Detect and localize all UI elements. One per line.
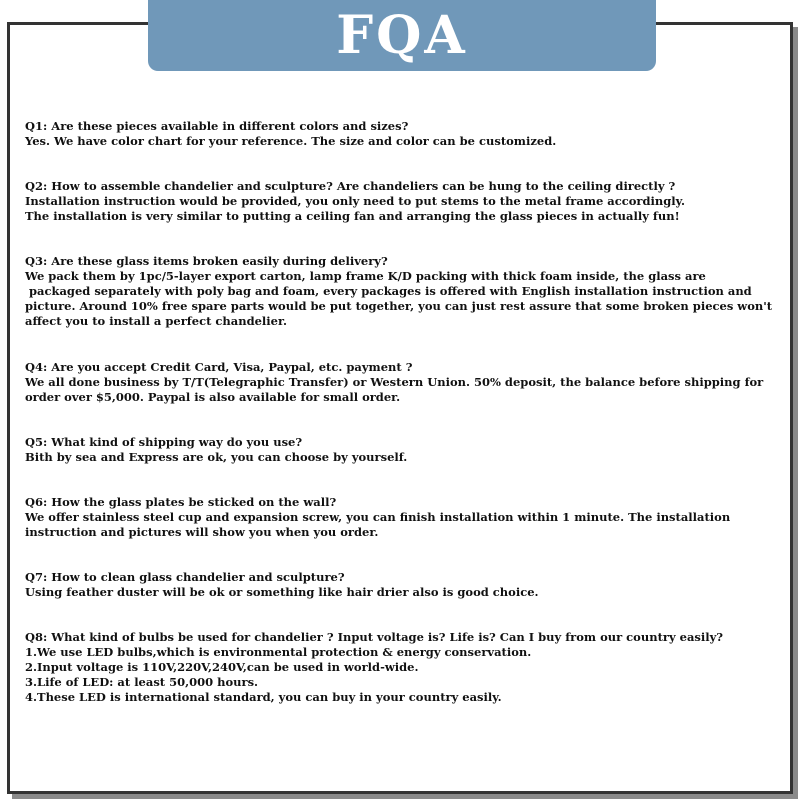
faq-question: Q3: Are these glass items broken easily during delivery?: [25, 254, 388, 268]
faq-item-q5: [25, 435, 785, 465]
faq-answer-line: 2.Input voltage is 110V,220V,240V,can be used in world-wide.: [25, 660, 419, 674]
page-title: FQA: [336, 4, 468, 66]
faq-answer-line: Yes. We have color chart for your reference. The size and color can be customized.: [25, 134, 557, 148]
faq-question: Q6: How the glass plates be sticked on the wall?: [25, 495, 337, 509]
faq-answer-line: packaged separately with poly bag and foam, every packages is offered with English installation instruction and: [25, 284, 752, 298]
faq-answer-line: 3.Life of LED: at least 50,000 hours.: [25, 675, 259, 689]
faq-answer-line: Using feather duster will be ok or something like hair drier also is good choice.: [25, 585, 539, 599]
faq-answer-line: We pack them by 1pc/5-layer export carton, lamp frame K/D packing with thick foam inside, the glass are: [25, 269, 706, 283]
faq-answer-line: Bith by sea and Express are ok, you can choose by yourself.: [25, 450, 408, 464]
faq-item-q3: [25, 254, 785, 329]
faq-question: Q1: Are these pieces available in different colors and sizes?: [25, 119, 409, 133]
faq-item-q6: [25, 495, 785, 540]
faq-item-q4: [25, 360, 785, 405]
faq-question: Q5: What kind of shipping way do you use?: [25, 435, 303, 449]
faq-item-q7: [25, 570, 785, 600]
faq-item-q1: [25, 119, 785, 149]
faq-question: Q8: What kind of bulbs be used for chandelier ? Input voltage is? Life is? Can I buy from our country easily?: [25, 630, 724, 644]
title-banner: [148, 0, 656, 71]
faq-answer-line: The installation is very similar to putting a ceiling fan and arranging the glass pieces in actually fun!: [25, 209, 680, 223]
faq-answer-line: 4.These LED is international standard, you can buy in your country easily.: [25, 690, 502, 704]
faq-question: Q7: How to clean glass chandelier and sculpture?: [25, 570, 345, 584]
faq-answer-line: 1.We use LED bulbs,which is environmental protection & energy conservation.: [25, 645, 532, 659]
faq-answer-line: affect you to install a perfect chandelier.: [25, 314, 287, 328]
faq-question: Q4: Are you accept Credit Card, Visa, Paypal, etc. payment ?: [25, 360, 413, 374]
faq-answer-line: We offer stainless steel cup and expansion screw, you can finish installation within 1 minute. The installation: [25, 510, 731, 524]
faq-answer-line: order over $5,000. Paypal is also available for small order.: [25, 390, 401, 404]
faq-answer-line: Installation instruction would be provided, you only need to put stems to the metal frame accordingly.: [25, 194, 686, 208]
faq-item-q2: [25, 179, 785, 224]
faq-answer-line: picture. Around 10% free spare parts would be put together, you can just rest assure that some broken pieces won't: [25, 299, 773, 313]
faq-question: Q2: How to assemble chandelier and sculpture? Are chandeliers can be hung to the ceiling directly ?: [25, 179, 676, 193]
faq-answer-line: instruction and pictures will show you when you order.: [25, 525, 379, 539]
faq-item-q8: [25, 630, 785, 705]
faq-answer-line: We all done business by T/T(Telegraphic Transfer) or Western Union. 50% deposit, the balance before shipping for: [25, 375, 764, 389]
